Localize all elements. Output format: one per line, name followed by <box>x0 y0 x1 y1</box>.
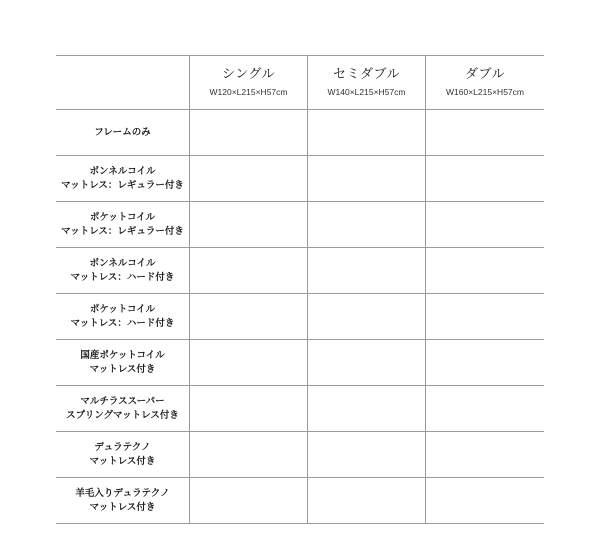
price-cell <box>426 478 544 523</box>
size-name: シングル <box>221 67 276 82</box>
price-cell <box>190 202 308 247</box>
price-cell <box>308 432 426 477</box>
size-dimensions: W140×L215×H57cm <box>327 87 406 97</box>
price-cell <box>308 340 426 385</box>
row-label <box>56 156 190 201</box>
row-label-line1: 国産ポケットコイル <box>80 349 165 361</box>
price-cell <box>426 340 544 385</box>
price-cell <box>426 432 544 477</box>
table-row <box>56 340 544 386</box>
size-comparison-table <box>56 55 544 524</box>
size-name: ダブル <box>465 67 505 82</box>
row-label-line2: マットレス付き <box>89 501 156 513</box>
price-cell <box>308 386 426 431</box>
price-cell <box>426 156 544 201</box>
row-label-line1: ボンネルコイル <box>89 257 156 269</box>
price-cell <box>190 340 308 385</box>
row-label-line2: マットレス：レギュラー付き <box>61 225 184 237</box>
table-row <box>56 432 544 478</box>
price-cell <box>190 478 308 523</box>
header-size-double <box>426 56 544 109</box>
row-label-line1: ボンネルコイル <box>89 165 156 177</box>
row-label <box>56 248 190 293</box>
row-label-line1: 羊毛入りデュラテクノ <box>75 487 170 499</box>
size-dimensions: W120×L215×H57cm <box>209 87 288 97</box>
price-cell <box>190 386 308 431</box>
row-label-line1: マルチラススーパー <box>80 395 165 407</box>
price-cell <box>308 248 426 293</box>
row-label <box>56 478 190 523</box>
row-label-line1: フレームのみ <box>94 126 151 138</box>
row-label-line2: スプリングマットレス付き <box>66 409 179 421</box>
header-size-semi-double <box>308 56 426 109</box>
size-name: セミダブル <box>333 67 400 82</box>
row-label <box>56 110 190 155</box>
table-row <box>56 386 544 432</box>
size-dimensions: W160×L215×H57cm <box>446 87 524 97</box>
row-label-line1: ポケットコイル <box>89 211 156 223</box>
row-label <box>56 202 190 247</box>
row-label <box>56 294 190 339</box>
price-cell <box>308 110 426 155</box>
table-row <box>56 294 544 340</box>
price-cell <box>426 248 544 293</box>
price-cell <box>308 478 426 523</box>
table-header-row <box>56 56 544 110</box>
price-cell <box>190 248 308 293</box>
price-cell <box>190 432 308 477</box>
price-cell <box>308 156 426 201</box>
header-size-single <box>190 56 308 109</box>
price-cell <box>426 386 544 431</box>
row-label <box>56 432 190 477</box>
row-label-line2: マットレス付き <box>89 455 156 467</box>
row-label-line1: ポケットコイル <box>89 303 156 315</box>
price-cell <box>190 110 308 155</box>
row-label-line2: マットレス付き <box>89 363 156 375</box>
header-corner-cell <box>56 56 190 109</box>
table-row <box>56 110 544 156</box>
row-label-line2: マットレス：ハード付き <box>70 271 175 283</box>
row-label-line1: デュラテクノ <box>94 441 151 453</box>
price-cell <box>426 202 544 247</box>
row-label <box>56 386 190 431</box>
price-cell <box>190 156 308 201</box>
row-label-line2: マットレス：レギュラー付き <box>61 179 184 191</box>
row-label-line2: マットレス：ハード付き <box>70 317 175 329</box>
table-row <box>56 202 544 248</box>
price-cell <box>308 294 426 339</box>
table-row <box>56 156 544 202</box>
row-label <box>56 340 190 385</box>
price-cell <box>426 294 544 339</box>
table-row <box>56 478 544 524</box>
price-cell <box>190 294 308 339</box>
table-row <box>56 248 544 294</box>
price-cell <box>426 110 544 155</box>
price-cell <box>308 202 426 247</box>
